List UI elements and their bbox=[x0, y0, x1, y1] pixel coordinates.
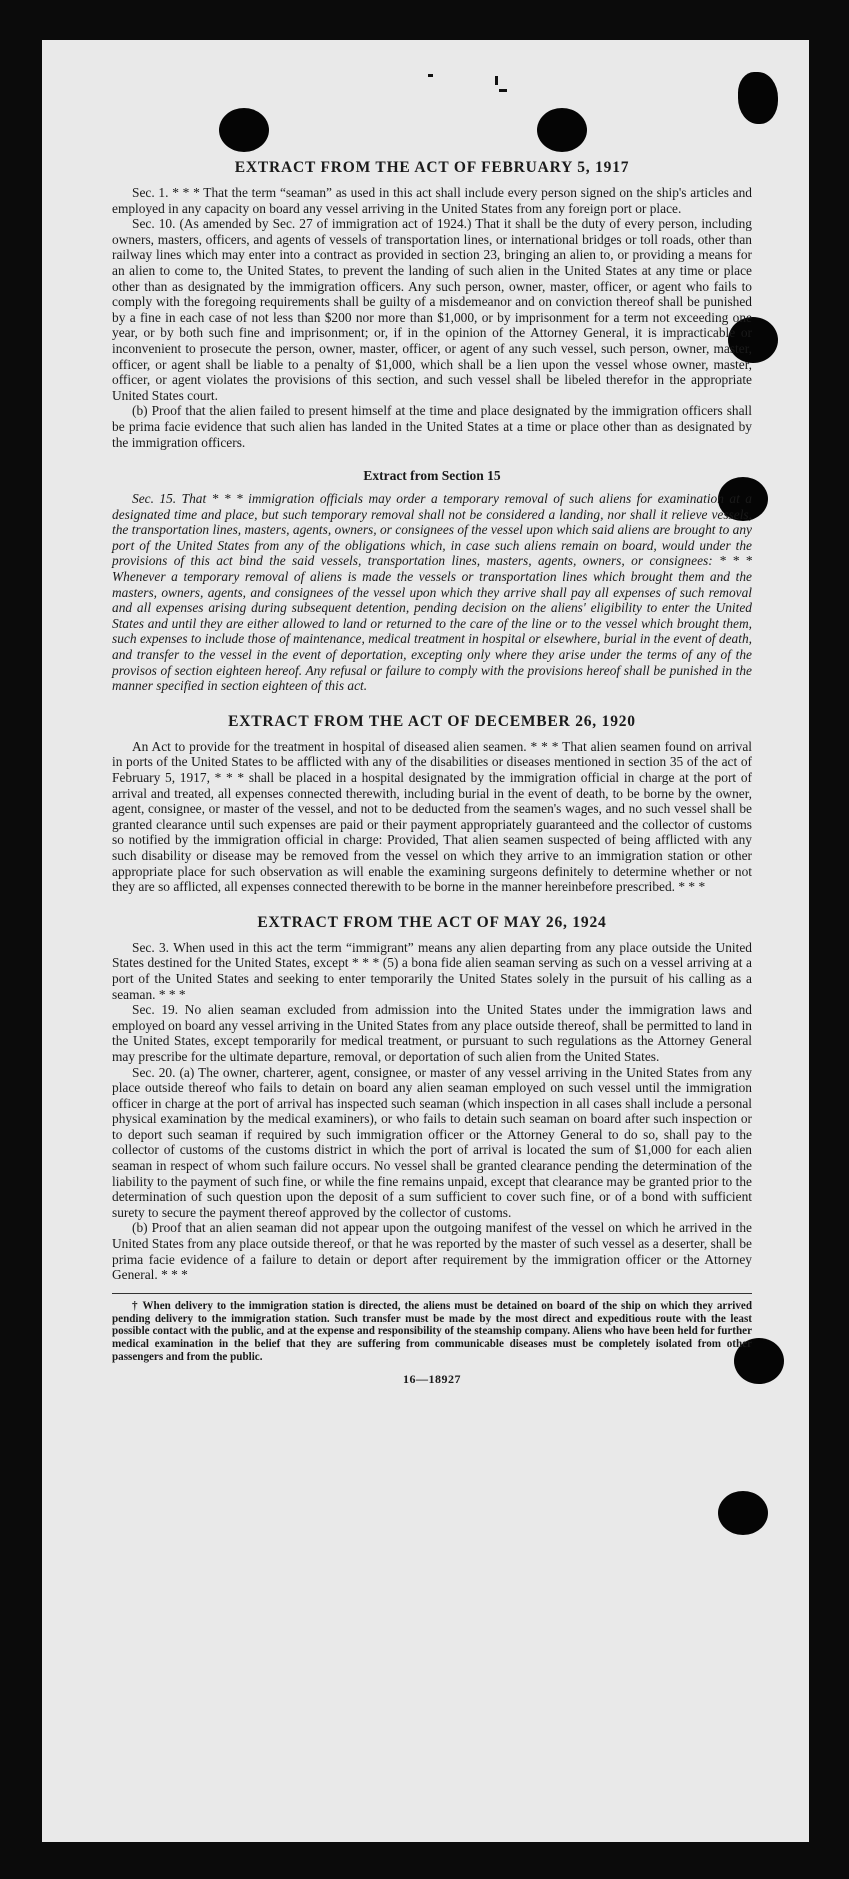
section-15-text: Sec. 15. That * * * immigration officials may order a temporary removal of such aliens for examination at a designated time and place, but such temporary removal shall not be considered a landing, nor shall it relieve vessels, the transportation lines, masters, agents, owners, or consignees of the vessel upon which said aliens are brought to any port of the United States from any of the obligations which, in case such aliens remain on board, would under the provisions of this act bind the said vessels, transportation lines, masters, agents, owners, or consignees: * * * Whenever a temporary removal of aliens is made the vessels or transportation lines which brought them and the masters, owners, agents, and consignees of the vessel upon which they arrive shall pay all expenses of such removal and all expenses arising during subsequent detention, pending decision on the aliens' eligibility to enter the United States and until they are either allowed to land or returned to the care of the line or to the vessel which brought them, such expenses to include those of maintenance, medical treatment in hospital or elsewhere, burial in the event of death, and transfer to the vessel in the event of deportation, excepting only where they arise under the terms of any of the provisos of section eighteen hereof. Any refusal or failure to comply with the provisions hereof shall be punished in the manner specified in section eighteen of this act. bbox=[112, 491, 752, 694]
form-number: 16—18927 bbox=[403, 1371, 461, 1386]
act-dec-1920-text: An Act to provide for the treatment in hospital of diseased alien seamen. * * * That alien seamen found on arrival in ports of the United States to be afflicted with any of the disabilities or diseases mentioned in section 35 of the act of February 5, 1917, * * * shall be placed in a hospital designated by the immigration official in charge at the port of arrival and treated, all expenses connected therewith, including burial in the event of death, to be borne by the owner, agent, consignee, or master of the vessel, and not to be deducted from the seamen's wages, and no such vessel shall be granted clearance until such expenses are paid or their payment appropriately guaranteed and the collector of customs so notified by the immigration official in charge: Provided, That alien seamen suspected of being afflicted with any such disability or disease may be removed from the vessel on which they arrive to an immigration station or other appropriate place for such observation as will enable the examining surgeons definitely to determine whether or not they are so afflicted, all expenses connected therewith to be borne in the manner hereinbefore prescribed. * * * bbox=[112, 738, 752, 895]
punch-hole bbox=[718, 1491, 768, 1535]
section-10-text: Sec. 10. (As amended by Sec. 27 of immigration act of 1924.) That it shall be the duty of every person, including owners, masters, officers, and agents of vessels of transportation lines, or international bridges or toll roads, other than railway lines which may enter into a contract as provided in section 23, bringing an alien to, or providing a means for an alien to come to, the United States, to prevent the landing of such alien in the United States at any time or place other than as designated by the immigration officers. Any such person, owner, master, officer, or agent who fails to comply with the foregoing requirements shall be guilty of a misdemeanor and on conviction thereof shall be punished by a fine in each case of not less than $200 nor more than $1,000, or by imprisonment for a term not exceeding one year, or by both such fine and imprisonment; or, if in the opinion of the Attorney General, it is impracticable or inconvenient to prosecute the person, owner, master, officer, or agent of any such vessel, such person, owner, master, officer, or agent shall be liable to a penalty of $1,000, which shall be a lien upon the vessel whose owner, master, officer, or agent violates the provisions of this section, and such vessel shall be libeled therefor in the appropriate United States court. bbox=[112, 216, 752, 403]
section-20a-text: Sec. 20. (a) The owner, charterer, agent, consignee, or master of any vessel arriving in the United States from any place outside thereof who fails to detain on board any alien seaman employed on such vessel until the immigration officer in charge at the port of arrival has inspected such seaman (which inspection in all cases shall include a personal physical examination by the medical examiners), or who fails to detain such seaman on board after such inspection or to deport such seaman if required by such immigration officer or the Attorney General to do so, shall pay to the collector of customs of the customs district in which the port of arrival is located the sum of $1,000 for each alien seaman in respect of whom such failure occurs. No vessel shall be granted clearance pending the determination of the liability to the payment of such fine, or while the fine remains unpaid, except that clearance may be granted prior to the determination of such question upon the deposit of a sum sufficient to cover such fine, or of a bond with sufficient surety to secure the payment thereof approved by the collector of customs. bbox=[112, 1064, 752, 1220]
ink-speck bbox=[499, 89, 507, 92]
section-1-text: Sec. 1. * * * That the term “seaman” as used in this act shall include every person signed on the ship's articles and employed in any capacity on board any vessel arriving in the United States from any foreign port or place. bbox=[112, 185, 752, 216]
heading-section-15: Extract from Section 15 bbox=[363, 468, 501, 484]
document-page bbox=[42, 40, 809, 1842]
section-3-text: Sec. 3. When used in this act the term “immigrant” means any alien departing from any place outside the United States destined for the United States, except * * * (5) a bona fide alien seaman serving as such on a vessel arriving at a port of the United States and seeking to enter temporarily the United States solely in the pursuit of his calling as a seaman. * * * bbox=[112, 939, 752, 1002]
section-19-text: Sec. 19. No alien seaman excluded from admission into the United States under the immigration laws and employed on board any vessel arriving in the United States from any place outside thereof, shall be permitted to land in the United States, except temporarily for medical treatment, or pursuant to such regulations as the Attorney General may prescribe for the ultimate departure, removal, or deportation of such alien from the United States. bbox=[112, 1002, 752, 1064]
heading-act-feb-1917: EXTRACT FROM THE ACT OF FEBRUARY 5, 1917 bbox=[234, 159, 630, 176]
section-20b-text: (b) Proof that an alien seaman did not appear upon the outgoing manifest of the vessel on which he arrived in the United States from any place outside thereof, or that he was reported by the master of such vessel as a deserter, shall be prima facie evidence of a failure to detain or deport after requirement by the immigration officer or the Attorney General. * * * bbox=[112, 1220, 752, 1283]
torn-corner bbox=[738, 72, 778, 124]
punch-hole bbox=[219, 108, 269, 152]
footnote-divider bbox=[112, 1293, 752, 1294]
document-content bbox=[112, 158, 752, 1387]
heading-act-may-1924: EXTRACT FROM THE ACT OF MAY 26, 1924 bbox=[257, 913, 607, 931]
ink-speck bbox=[495, 76, 498, 85]
footnote-text: † When delivery to the immigration station is directed, the aliens must be detained on board of the ship on which they arrived pending delivery to the immigration station. Such transfer must be made by the most direct and expeditious route with the least possible contact with the public, and at the expense and responsibility of the steamship company. Aliens who have been held for further medical examination in the belief that they are suffering from communicable diseases must be completely isolated from other passengers and from the public. bbox=[112, 1299, 752, 1363]
heading-act-dec-1920: EXTRACT FROM THE ACT OF DECEMBER 26, 1920 bbox=[228, 712, 636, 730]
punch-hole bbox=[537, 108, 587, 152]
section-10b-text: (b) Proof that the alien failed to present himself at the time and place designated by the immigration officers shall be prima facie evidence that such alien has landed in the United States at a time or place other than as designated by the immigration officers. bbox=[112, 403, 752, 450]
ink-speck bbox=[428, 74, 433, 77]
